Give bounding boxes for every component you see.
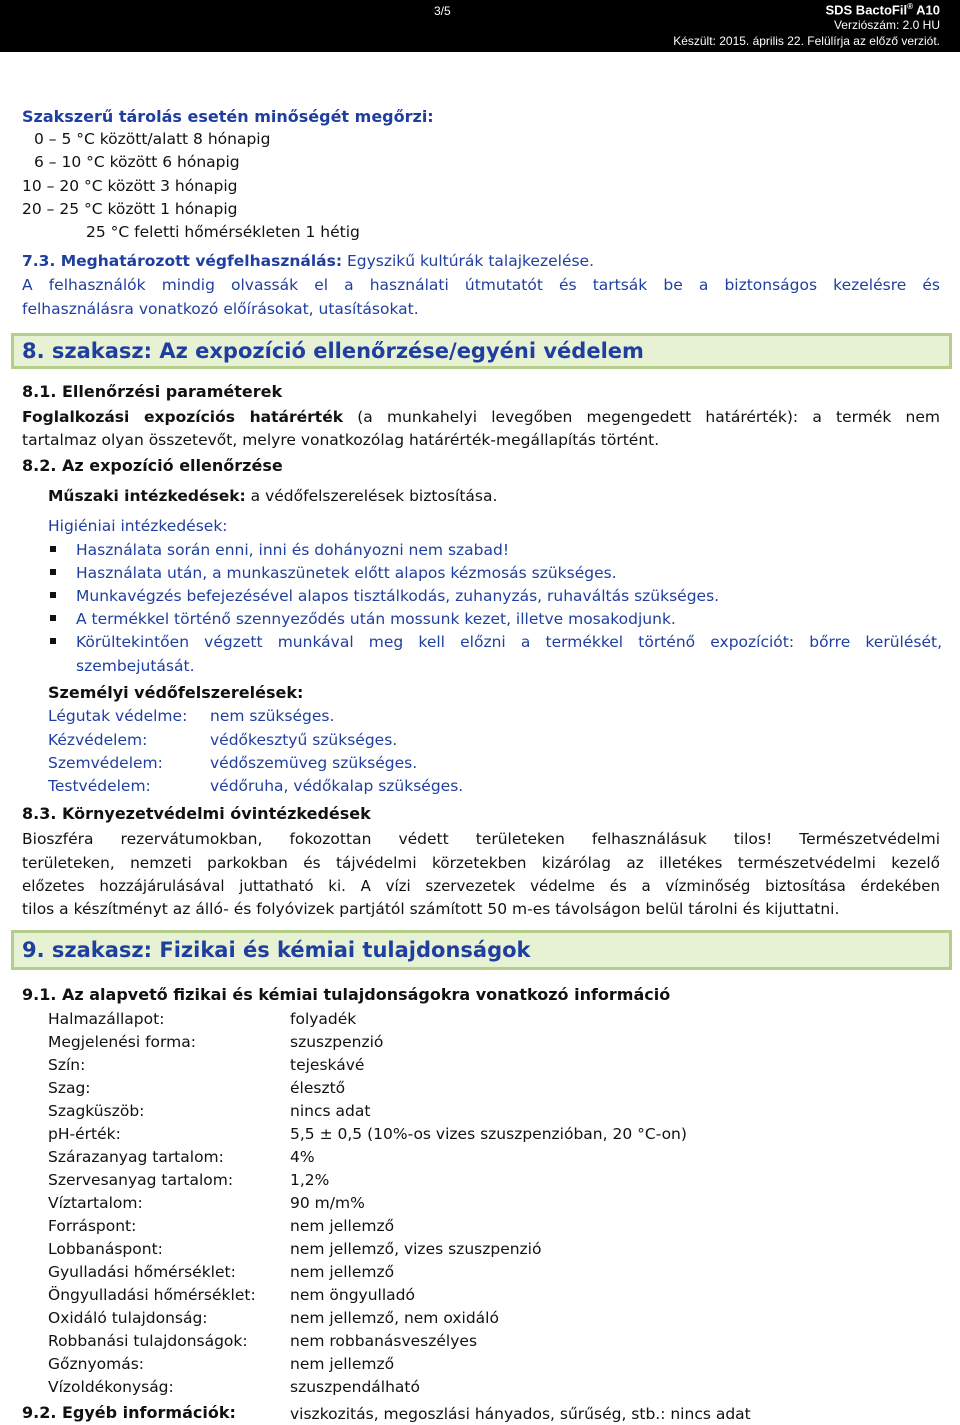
ppe-row-label: Kézvédelem:: [48, 731, 148, 749]
created-date: Készült: 2015. április 22. Felülírja az előző verziót.: [673, 34, 940, 48]
property-value: élesztő: [290, 1079, 346, 1097]
property-value: nem robbanásveszélyes: [290, 1332, 478, 1350]
property-label: Robbanási tulajdonságok:: [48, 1332, 248, 1350]
environment-line: előzetes hozzájárulásával juttatható ki. A vízi szervezetek védelme és a vízminőség biztosítása érdekében: [22, 877, 940, 895]
property-label: Szagküszöb:: [48, 1102, 145, 1120]
property-label: Oxidáló tulajdonság:: [48, 1309, 208, 1327]
section-9-1-title: 9.1. Az alapvető fizikai és kémiai tulajdonságokra vonatkozó információ: [22, 985, 671, 1004]
property-value: 90 m/m%: [290, 1194, 365, 1212]
hygiene-bullet-continued: szembejutását.: [76, 657, 195, 675]
ppe-row-value: védőruha, védőkalap szükséges.: [210, 777, 464, 795]
property-value: nincs adat: [290, 1102, 371, 1120]
section-9-2-text: viszkozitás, megoszlási hányados, sűrűség, stb.: nincs adat: [290, 1405, 751, 1423]
bullet-marker: [50, 569, 56, 575]
section-9-2-title: 9.2. Egyéb információk:: [22, 1403, 236, 1422]
property-label: Szárazanyag tartalom:: [48, 1148, 224, 1166]
property-value: nem jellemző, vizes szuszpenzió: [290, 1240, 542, 1258]
section-9-banner: [11, 930, 952, 970]
environment-line: Bioszféra rezervátumokban, fokozottan védett területeken felhasználásuk tilos! Természetvédelmi: [22, 830, 940, 848]
exposure-limit-text: (a munkahelyi levegőben megengedett határérték): a termék nem: [343, 408, 940, 426]
hygiene-bullet: Használata után, a munkaszünetek előtt alapos kézmosás szükséges.: [76, 564, 617, 582]
section-8-title: 8. szakasz: Az expozíció ellenőrzése/egyéni védelem: [22, 339, 644, 363]
property-label: Lobbanáspont:: [48, 1240, 163, 1258]
title-product: A10: [916, 2, 940, 18]
property-value: nem jellemző: [290, 1355, 395, 1373]
bullet-marker: [50, 638, 56, 644]
property-label: pH-érték:: [48, 1125, 121, 1143]
storage-row: 20 – 25 °C között 1 hónapig: [22, 200, 238, 218]
property-label: Szín:: [48, 1056, 86, 1074]
ppe-row-value: nem szükséges.: [210, 707, 335, 725]
section-8-1-line: tartalmaz olyan összetevőt, melyre vonatkozólag határérték-megállapítás történt.: [22, 431, 660, 449]
property-value: nem jellemző: [290, 1263, 395, 1281]
section-7-3: [22, 250, 594, 272]
ppe-label: Személyi védőfelszerelések:: [48, 683, 304, 702]
title-text: SDS BactoFil: [825, 2, 908, 18]
document-title: [825, 2, 940, 17]
technical-measures: [48, 485, 497, 507]
technical-measures-text: a védőfelszerelések biztosítása.: [245, 487, 498, 505]
section-8-2-title: 8.2. Az expozíció ellenőrzése: [22, 456, 283, 475]
section-7-3-label: 7.3. Meghatározott végfelhasználás:: [22, 252, 343, 270]
version-number: Verziószám: 2.0 HU: [833, 18, 940, 32]
property-label: Víztartalom:: [48, 1194, 143, 1212]
property-label: Szervesanyag tartalom:: [48, 1171, 234, 1189]
property-value: nem öngyulladó: [290, 1286, 415, 1304]
property-label: Halmazállapot:: [48, 1010, 165, 1028]
property-value: tejeskávé: [290, 1056, 365, 1074]
property-label: Szag:: [48, 1079, 91, 1097]
hygiene-measures-label: Higiéniai intézkedések:: [48, 517, 228, 535]
property-label: Öngyulladási hőmérséklet:: [48, 1286, 256, 1304]
property-label: Gőznyomás:: [48, 1355, 145, 1373]
ppe-row-value: védőkesztyű szükséges.: [210, 731, 398, 749]
registered-mark: ®: [907, 2, 913, 11]
property-label: Gyulladási hőmérséklet:: [48, 1263, 236, 1281]
ppe-row-label: Testvédelem:: [48, 777, 151, 795]
bullet-marker: [50, 592, 56, 598]
hygiene-bullet: Használata során enni, inni és dohányozni nem szabad!: [76, 541, 510, 559]
property-value: 1,2%: [290, 1171, 330, 1189]
exposure-limit-label: Foglalkozási expozíciós határérték: [22, 408, 344, 426]
ppe-row-label: Szemvédelem:: [48, 754, 163, 772]
property-label: Vízoldékonyság:: [48, 1378, 174, 1396]
section-7-3-text: Egyszikű kultúrák talajkezelése.: [342, 252, 595, 270]
storage-row: 0 – 5 °C között/alatt 8 hónapig: [34, 130, 271, 148]
section-8-3-title: 8.3. Környezetvédelmi óvintézkedések: [22, 804, 371, 823]
ppe-row-value: védőszemüveg szükséges.: [210, 754, 418, 772]
property-value: szuszpenzió: [290, 1033, 384, 1051]
environment-line: tilos a készítményt az álló- és folyóvizek partjától számított 50 m-es távolságon belül tárolni és kijuttatni.: [22, 900, 840, 918]
hygiene-bullet: Munkavégzés befejezésével alapos tisztálkodás, zuhanyzás, ruhaváltás szükséges.: [76, 587, 720, 605]
environment-line: területeken, nemzeti parkokban és tájvédelmi körzetekben kizárólag az illetékes természetvédelmi kezelő: [22, 854, 940, 872]
property-value: nem jellemző: [290, 1217, 395, 1235]
usage-paragraph-line: A felhasználók mindig olvassák el a használati útmutatót és tartsák be a biztonságos kezelésre és: [22, 276, 940, 294]
section-8-1-line: [22, 406, 940, 428]
property-value: 4%: [290, 1148, 315, 1166]
bullet-marker: [50, 546, 56, 552]
property-value: nem jellemző, nem oxidáló: [290, 1309, 499, 1327]
hygiene-bullet: A termékkel történő szennyeződés után mossunk kezet, illetve mosakodjunk.: [76, 610, 676, 628]
storage-row: 25 °C feletti hőmérsékleten 1 hétig: [86, 223, 360, 241]
property-label: Megjelenési forma:: [48, 1033, 196, 1051]
section-8-1-title: 8.1. Ellenőrzési paraméterek: [22, 382, 283, 401]
technical-measures-label: Műszaki intézkedések:: [48, 487, 246, 505]
page-number: 3/5: [434, 4, 451, 18]
storage-row: 10 – 20 °C között 3 hónapig: [22, 177, 238, 195]
storage-heading: Szakszerű tárolás esetén minőségét megőrzi:: [22, 107, 434, 126]
bullet-marker: [50, 615, 56, 621]
section-8-banner: [11, 333, 952, 369]
hygiene-bullet: Körültekintően végzett munkával meg kell előzni a termékkel történő expozíciót: bőrre kerülését,: [76, 633, 942, 651]
property-value: folyadék: [290, 1010, 357, 1028]
section-9-title: 9. szakasz: Fizikai és kémiai tulajdonságok: [22, 938, 531, 962]
storage-row: 6 – 10 °C között 6 hónapig: [34, 153, 240, 171]
property-value: 5,5 ± 0,5 (10%-os vizes szuszpenzióban, 20 °C-on): [290, 1125, 687, 1143]
ppe-row-label: Légutak védelme:: [48, 707, 188, 725]
usage-paragraph-line: felhasználásra vonatkozó előírásokat, utasításokat.: [22, 300, 419, 318]
property-value: szuszpendálható: [290, 1378, 420, 1396]
property-label: Forráspont:: [48, 1217, 137, 1235]
